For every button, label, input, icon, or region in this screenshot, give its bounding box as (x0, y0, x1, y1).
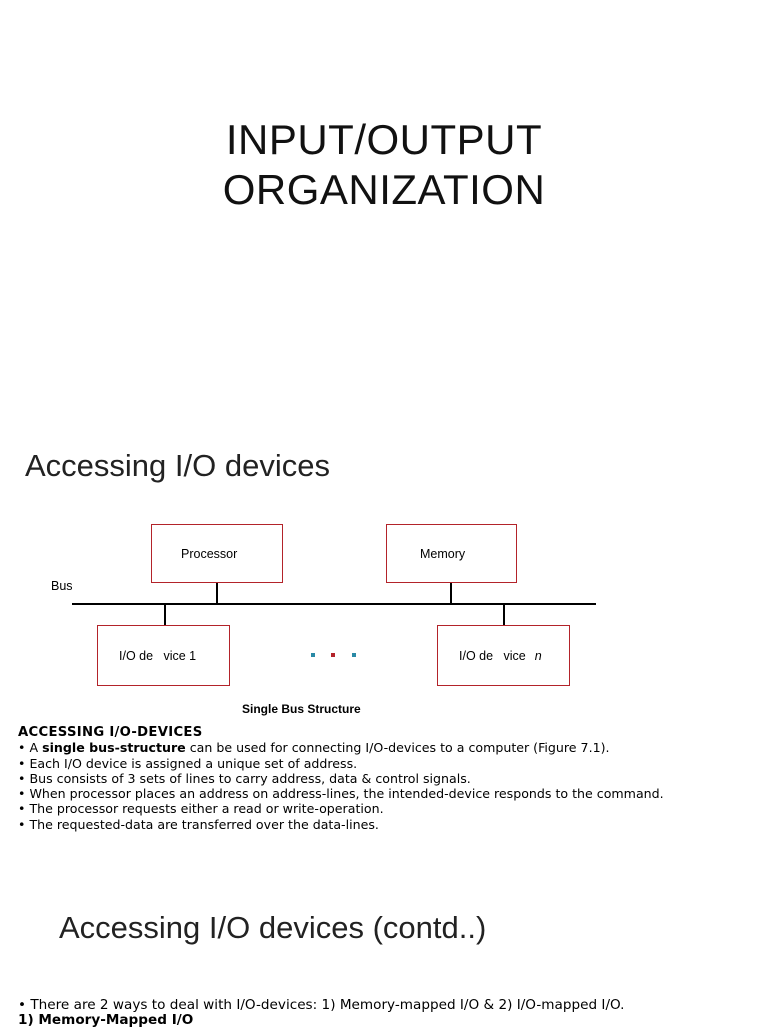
bus-line (72, 603, 596, 605)
bullet-item: • When processor places an address on address-lines, the intended-device responds to the command. (18, 786, 664, 802)
title-line-1: INPUT/OUTPUT (225, 116, 543, 163)
processor-label: Processor (181, 546, 238, 561)
bullet-item: • The requested-data are transferred over the data-lines. (18, 816, 379, 832)
processor-box (151, 524, 283, 583)
slide3-subhead: 1) Memory-Mapped I/O (18, 1012, 194, 1029)
slide3-text (18, 998, 625, 1029)
memory-box (386, 524, 517, 583)
bullet-item: • The processor requests either a read or write-operation. (18, 801, 384, 817)
diagram-caption: Single Bus Structure (242, 702, 361, 716)
bullet-item: • Bus consists of 3 sets of lines to carry address, data & control signals. (18, 770, 471, 786)
processor-connector (216, 583, 218, 604)
ellipsis-dot-1 (311, 653, 315, 657)
io-device-n-label: I/O de vice (459, 648, 526, 663)
memory-connector (450, 583, 452, 604)
devicen-connector (503, 604, 505, 625)
device1-connector (164, 604, 166, 625)
memory-label: Memory (420, 546, 466, 561)
slide-title (0, 115, 768, 215)
slide3-bullet: • There are 2 ways to deal with I/O-devices: 1) Memory-mapped I/O & 2) I/O-mapped I/O. (18, 997, 625, 1013)
ellipsis-dot-3 (352, 653, 356, 657)
bullet-item: • Each I/O device is assigned a unique set of address. (18, 755, 358, 771)
slide3-heading: Accessing I/O devices (contd..) (59, 910, 487, 945)
bullet-item: • A single bus-structure can be used for connecting I/O-devices to a computer (Figure 7.1). (18, 740, 610, 756)
io-device-1-box (97, 625, 230, 686)
bullet-list (18, 740, 664, 832)
io-device-n-box (437, 625, 570, 686)
slide2-heading: Accessing I/O devices (25, 448, 330, 483)
title-line-2: ORGANIZATION (222, 166, 546, 213)
io-device-n-italic: n (534, 648, 542, 663)
io-device-1-label: I/O de vice 1 (119, 648, 197, 663)
section-title: ACCESSING I/O-DEVICES (18, 725, 203, 740)
accessing-io-text (18, 725, 664, 832)
bus-label: Bus (51, 579, 73, 593)
ellipsis-dot-2 (331, 653, 335, 657)
